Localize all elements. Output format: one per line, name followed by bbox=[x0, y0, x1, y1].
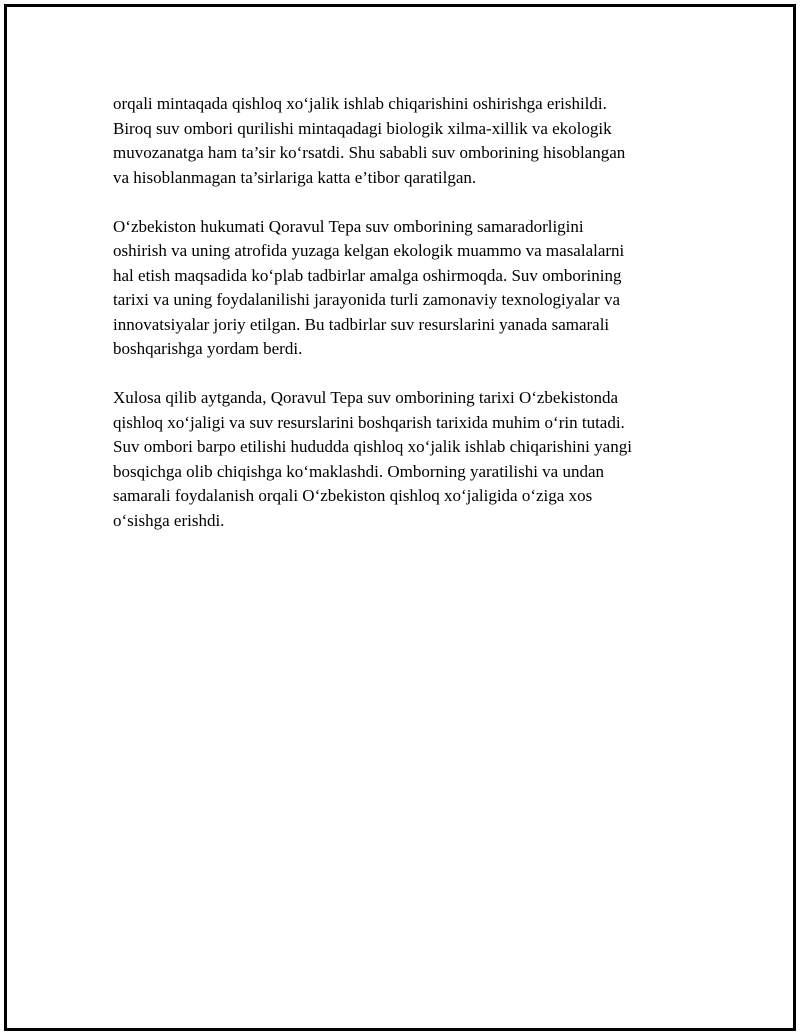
text-line: innovatsiyalar joriy etilgan. Bu tadbirlar suv resurslarini yanada samarali bbox=[113, 314, 610, 334]
document-body bbox=[113, 92, 688, 558]
paragraph-3 bbox=[113, 386, 688, 533]
text-line: Xulosa qilib aytganda, Qoravul Tepa suv omborining tarixi O‘zbekistonda bbox=[113, 388, 619, 407]
text-line: orqali mintaqada qishloq xo‘jalik ishlab chiqarishini oshirishga erishildi. bbox=[113, 94, 607, 113]
text-line: hal etish maqsadida ko‘plab tadbirlar amalga oshirmoqda. Suv omborining bbox=[113, 265, 622, 285]
paragraph-1 bbox=[113, 92, 688, 190]
text-line: boshqarishga yordam berdi. bbox=[113, 339, 303, 358]
text-line: muvozanatga ham ta’sir ko‘rsatdi. Shu sababli suv omborining hisoblangan bbox=[113, 143, 626, 162]
paragraph-2 bbox=[113, 215, 688, 362]
text-line: samarali foydalanish orqali O‘zbekiston qishloq xo‘jaligida o‘ziga xos bbox=[113, 486, 593, 505]
text-line: va hisoblanmagan ta’sirlariga katta e’tibor qaratilgan. bbox=[113, 167, 477, 187]
text-line: bosqichga olib chiqishga ko‘maklashdi. Omborning yaratilishi va undan bbox=[113, 461, 605, 481]
text-line: Biroq suv ombori qurilishi mintaqadagi biologik xilma-xillik va ekologik bbox=[113, 118, 612, 138]
text-line: o‘sishga erishdi. bbox=[113, 510, 225, 530]
text-line: qishloq xo‘jaligi va suv resurslarini boshqarish tarixida muhim o‘rin tutadi. bbox=[113, 412, 625, 432]
text-line: O‘zbekiston hukumati Qoravul Tepa suv omborining samaradorligini bbox=[113, 216, 584, 236]
text-line: tarixi va uning foydalanilishi jarayonida turli zamonaviy texnologiyalar va bbox=[113, 290, 621, 309]
text-line: Suv ombori barpo etilishi hududda qishloq xo‘jalik ishlab chiqarishini yangi bbox=[113, 437, 632, 456]
text-line: oshirish va uning atrofida yuzaga kelgan ekologik muammo va masalalarni bbox=[113, 241, 625, 260]
